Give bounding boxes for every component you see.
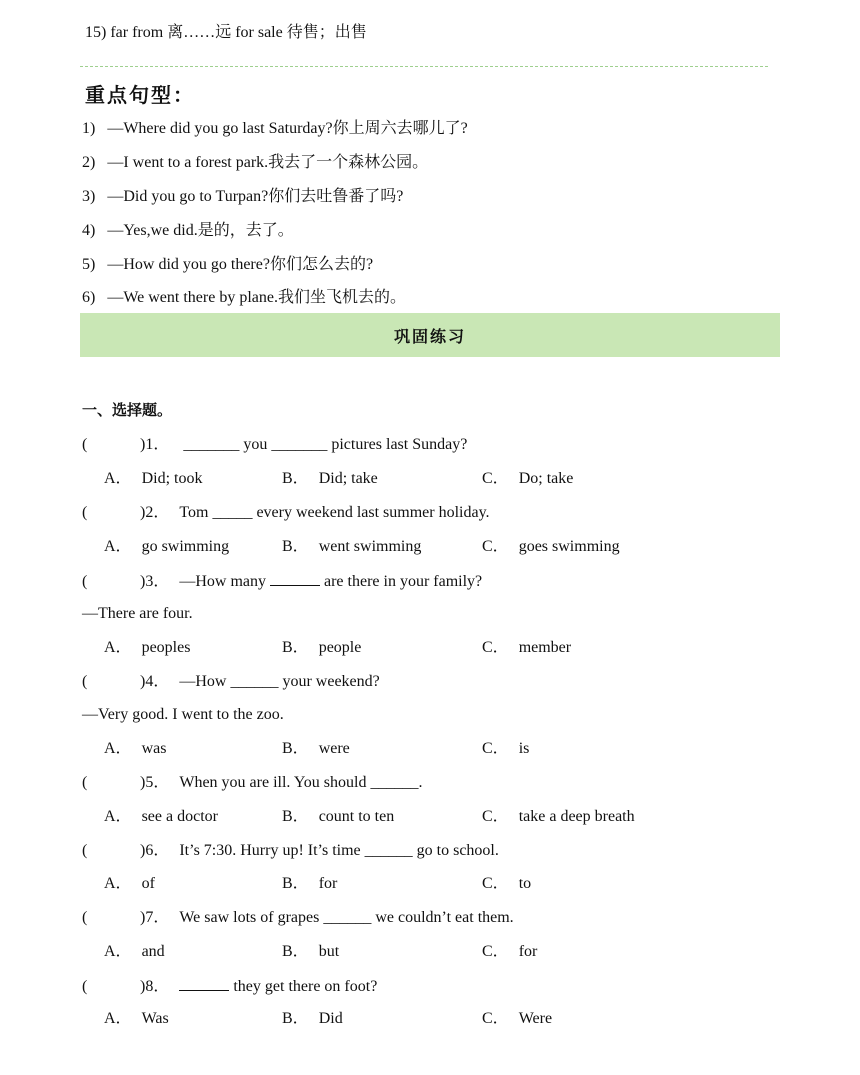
option-key: A． bbox=[104, 1010, 132, 1027]
question-stem: Tom _____ every weekend last summer holiday. bbox=[179, 504, 490, 521]
question-number: )7． bbox=[140, 909, 170, 926]
question-2 bbox=[82, 503, 490, 523]
question-number: )5． bbox=[140, 774, 170, 791]
answer-blank[interactable] bbox=[270, 571, 320, 586]
option-text: but bbox=[318, 943, 340, 960]
option-a[interactable] bbox=[104, 942, 165, 962]
option-key: C． bbox=[482, 1010, 509, 1027]
option-c[interactable] bbox=[482, 1009, 552, 1029]
option-text: people bbox=[318, 639, 362, 656]
option-text: for bbox=[518, 943, 538, 960]
option-text: goes swimming bbox=[518, 538, 620, 555]
option-text: Were bbox=[518, 1010, 553, 1027]
option-key: B． bbox=[282, 808, 309, 825]
option-a[interactable] bbox=[104, 638, 190, 658]
option-c[interactable] bbox=[482, 807, 635, 827]
option-b[interactable] bbox=[282, 874, 337, 894]
option-text: Did bbox=[318, 1010, 343, 1027]
option-c[interactable] bbox=[482, 739, 529, 759]
option-key: B． bbox=[282, 1010, 309, 1027]
option-key: A． bbox=[104, 538, 132, 555]
sentence-text: —Where did you go last Saturday?你上周六去哪儿了? bbox=[107, 120, 468, 137]
question-5 bbox=[82, 773, 422, 793]
option-text: of bbox=[141, 875, 155, 892]
question-number: )2． bbox=[140, 504, 170, 521]
sentence-number: 3) bbox=[82, 188, 96, 205]
option-c[interactable] bbox=[482, 874, 531, 894]
practice-banner bbox=[80, 313, 780, 357]
sentence-text: —I went to a forest park.我去了一个森林公园。 bbox=[107, 154, 429, 171]
question-follow-line: —Very good. I went to the zoo. bbox=[82, 706, 284, 723]
sentence-number: 1) bbox=[82, 120, 96, 137]
option-key: A． bbox=[104, 808, 132, 825]
question-4 bbox=[82, 672, 380, 692]
option-a[interactable] bbox=[104, 739, 166, 759]
option-key: B． bbox=[282, 639, 309, 656]
answer-paren[interactable]: ( bbox=[82, 573, 88, 590]
option-c[interactable] bbox=[482, 942, 537, 962]
option-b[interactable] bbox=[282, 469, 378, 489]
option-key: B． bbox=[282, 538, 309, 555]
option-a[interactable] bbox=[104, 469, 202, 489]
option-text: Did; take bbox=[318, 470, 378, 487]
option-a[interactable] bbox=[104, 1009, 169, 1029]
option-text: and bbox=[141, 943, 165, 960]
question-number: )3． bbox=[140, 573, 170, 590]
option-key: A． bbox=[104, 875, 132, 892]
sentence-item bbox=[82, 187, 403, 207]
sentence-item bbox=[82, 153, 428, 173]
option-key: B． bbox=[282, 875, 309, 892]
sentence-number: 5) bbox=[82, 256, 96, 273]
option-text: is bbox=[518, 740, 530, 757]
question-number: )6． bbox=[140, 842, 170, 859]
option-text: go swimming bbox=[141, 538, 230, 555]
sentence-item bbox=[82, 221, 294, 241]
option-key: C． bbox=[482, 943, 509, 960]
answer-paren[interactable]: ( bbox=[82, 842, 88, 859]
sentence-text: —Yes,we did.是的，去了。 bbox=[107, 222, 294, 239]
option-key: C． bbox=[482, 875, 509, 892]
option-text: see a doctor bbox=[141, 808, 218, 825]
question-6 bbox=[82, 841, 499, 861]
option-text: take a deep breath bbox=[518, 808, 635, 825]
option-text: to bbox=[518, 875, 532, 892]
banner-title: 巩固练习 bbox=[393, 326, 466, 346]
question-1 bbox=[82, 435, 467, 455]
dashed-divider bbox=[80, 66, 768, 67]
option-text: went swimming bbox=[318, 538, 422, 555]
question-number: )1． bbox=[140, 436, 170, 453]
sentence-item bbox=[82, 288, 406, 308]
question-stem: _______ you _______ pictures last Sunday? bbox=[179, 436, 468, 453]
answer-paren[interactable]: ( bbox=[82, 774, 88, 791]
option-text: Did; took bbox=[141, 470, 203, 487]
option-key: C． bbox=[482, 470, 509, 487]
option-key: C． bbox=[482, 538, 509, 555]
option-key: C． bbox=[482, 639, 509, 656]
answer-blank[interactable] bbox=[179, 976, 229, 991]
option-a[interactable] bbox=[104, 874, 155, 894]
sentence-number: 4) bbox=[82, 222, 96, 239]
option-b[interactable] bbox=[282, 1009, 343, 1029]
option-key: B． bbox=[282, 470, 309, 487]
question-stem: It’s 7:30. Hurry up! It’s time ______ go to school. bbox=[179, 842, 499, 859]
option-text: Do; take bbox=[518, 470, 574, 487]
question-stem: We saw lots of grapes ______ we couldn’t eat them. bbox=[179, 909, 514, 926]
option-key: B． bbox=[282, 943, 309, 960]
question-number: )8． bbox=[140, 978, 170, 995]
question-stem: When you are ill. You should ______. bbox=[179, 774, 423, 791]
question-stem-post: are there in your family? bbox=[320, 573, 483, 590]
option-key: A． bbox=[104, 639, 132, 656]
option-b[interactable] bbox=[282, 942, 339, 962]
sentence-item bbox=[82, 119, 468, 139]
option-text: count to ten bbox=[318, 808, 395, 825]
question-7 bbox=[82, 908, 514, 928]
option-key: A． bbox=[104, 943, 132, 960]
sentence-number: 2) bbox=[82, 154, 96, 171]
sentence-text: —How did you go there?你们怎么去的? bbox=[107, 256, 374, 273]
option-c[interactable] bbox=[482, 638, 571, 658]
question-stem-post: they get there on foot? bbox=[229, 978, 378, 995]
answer-paren[interactable]: ( bbox=[82, 978, 88, 995]
option-a[interactable] bbox=[104, 807, 218, 827]
option-text: member bbox=[518, 639, 572, 656]
option-c[interactable] bbox=[482, 469, 573, 489]
sentence-text: —We went there by plane.我们坐飞机去的。 bbox=[107, 289, 406, 306]
sentence-item bbox=[82, 255, 373, 275]
option-text: Was bbox=[141, 1010, 169, 1027]
option-b[interactable] bbox=[282, 739, 350, 759]
question-stem-pre: —How many bbox=[179, 573, 270, 590]
option-key: A． bbox=[104, 740, 132, 757]
answer-paren[interactable]: ( bbox=[82, 673, 88, 690]
option-text: for bbox=[318, 875, 338, 892]
option-text: peoples bbox=[141, 639, 191, 656]
question-number: )4． bbox=[140, 673, 170, 690]
question-3 bbox=[82, 571, 482, 592]
question-8 bbox=[82, 976, 377, 997]
question-stem: —How ______ your weekend? bbox=[179, 673, 380, 690]
answer-paren[interactable]: ( bbox=[82, 909, 88, 926]
option-c[interactable] bbox=[482, 537, 620, 557]
section-title: 一、选择题。 bbox=[82, 401, 173, 419]
option-key: B． bbox=[282, 740, 309, 757]
option-text: were bbox=[318, 740, 350, 757]
vocab-line: 15) far from 离……远 for sale 待售；出售 bbox=[85, 24, 367, 41]
answer-paren[interactable]: ( bbox=[82, 504, 88, 521]
option-b[interactable] bbox=[282, 537, 421, 557]
question-follow-line: —There are four. bbox=[82, 605, 193, 622]
option-key: A． bbox=[104, 470, 132, 487]
answer-paren[interactable]: ( bbox=[82, 436, 88, 453]
key-sentences-heading: 重点句型： bbox=[85, 83, 195, 107]
sentence-number: 6) bbox=[82, 289, 96, 306]
option-b[interactable] bbox=[282, 638, 361, 658]
option-b[interactable] bbox=[282, 807, 394, 827]
option-a[interactable] bbox=[104, 537, 229, 557]
option-key: C． bbox=[482, 740, 509, 757]
option-text: was bbox=[141, 740, 167, 757]
sentence-text: —Did you go to Turpan?你们去吐鲁番了吗? bbox=[107, 188, 404, 205]
option-key: C． bbox=[482, 808, 509, 825]
